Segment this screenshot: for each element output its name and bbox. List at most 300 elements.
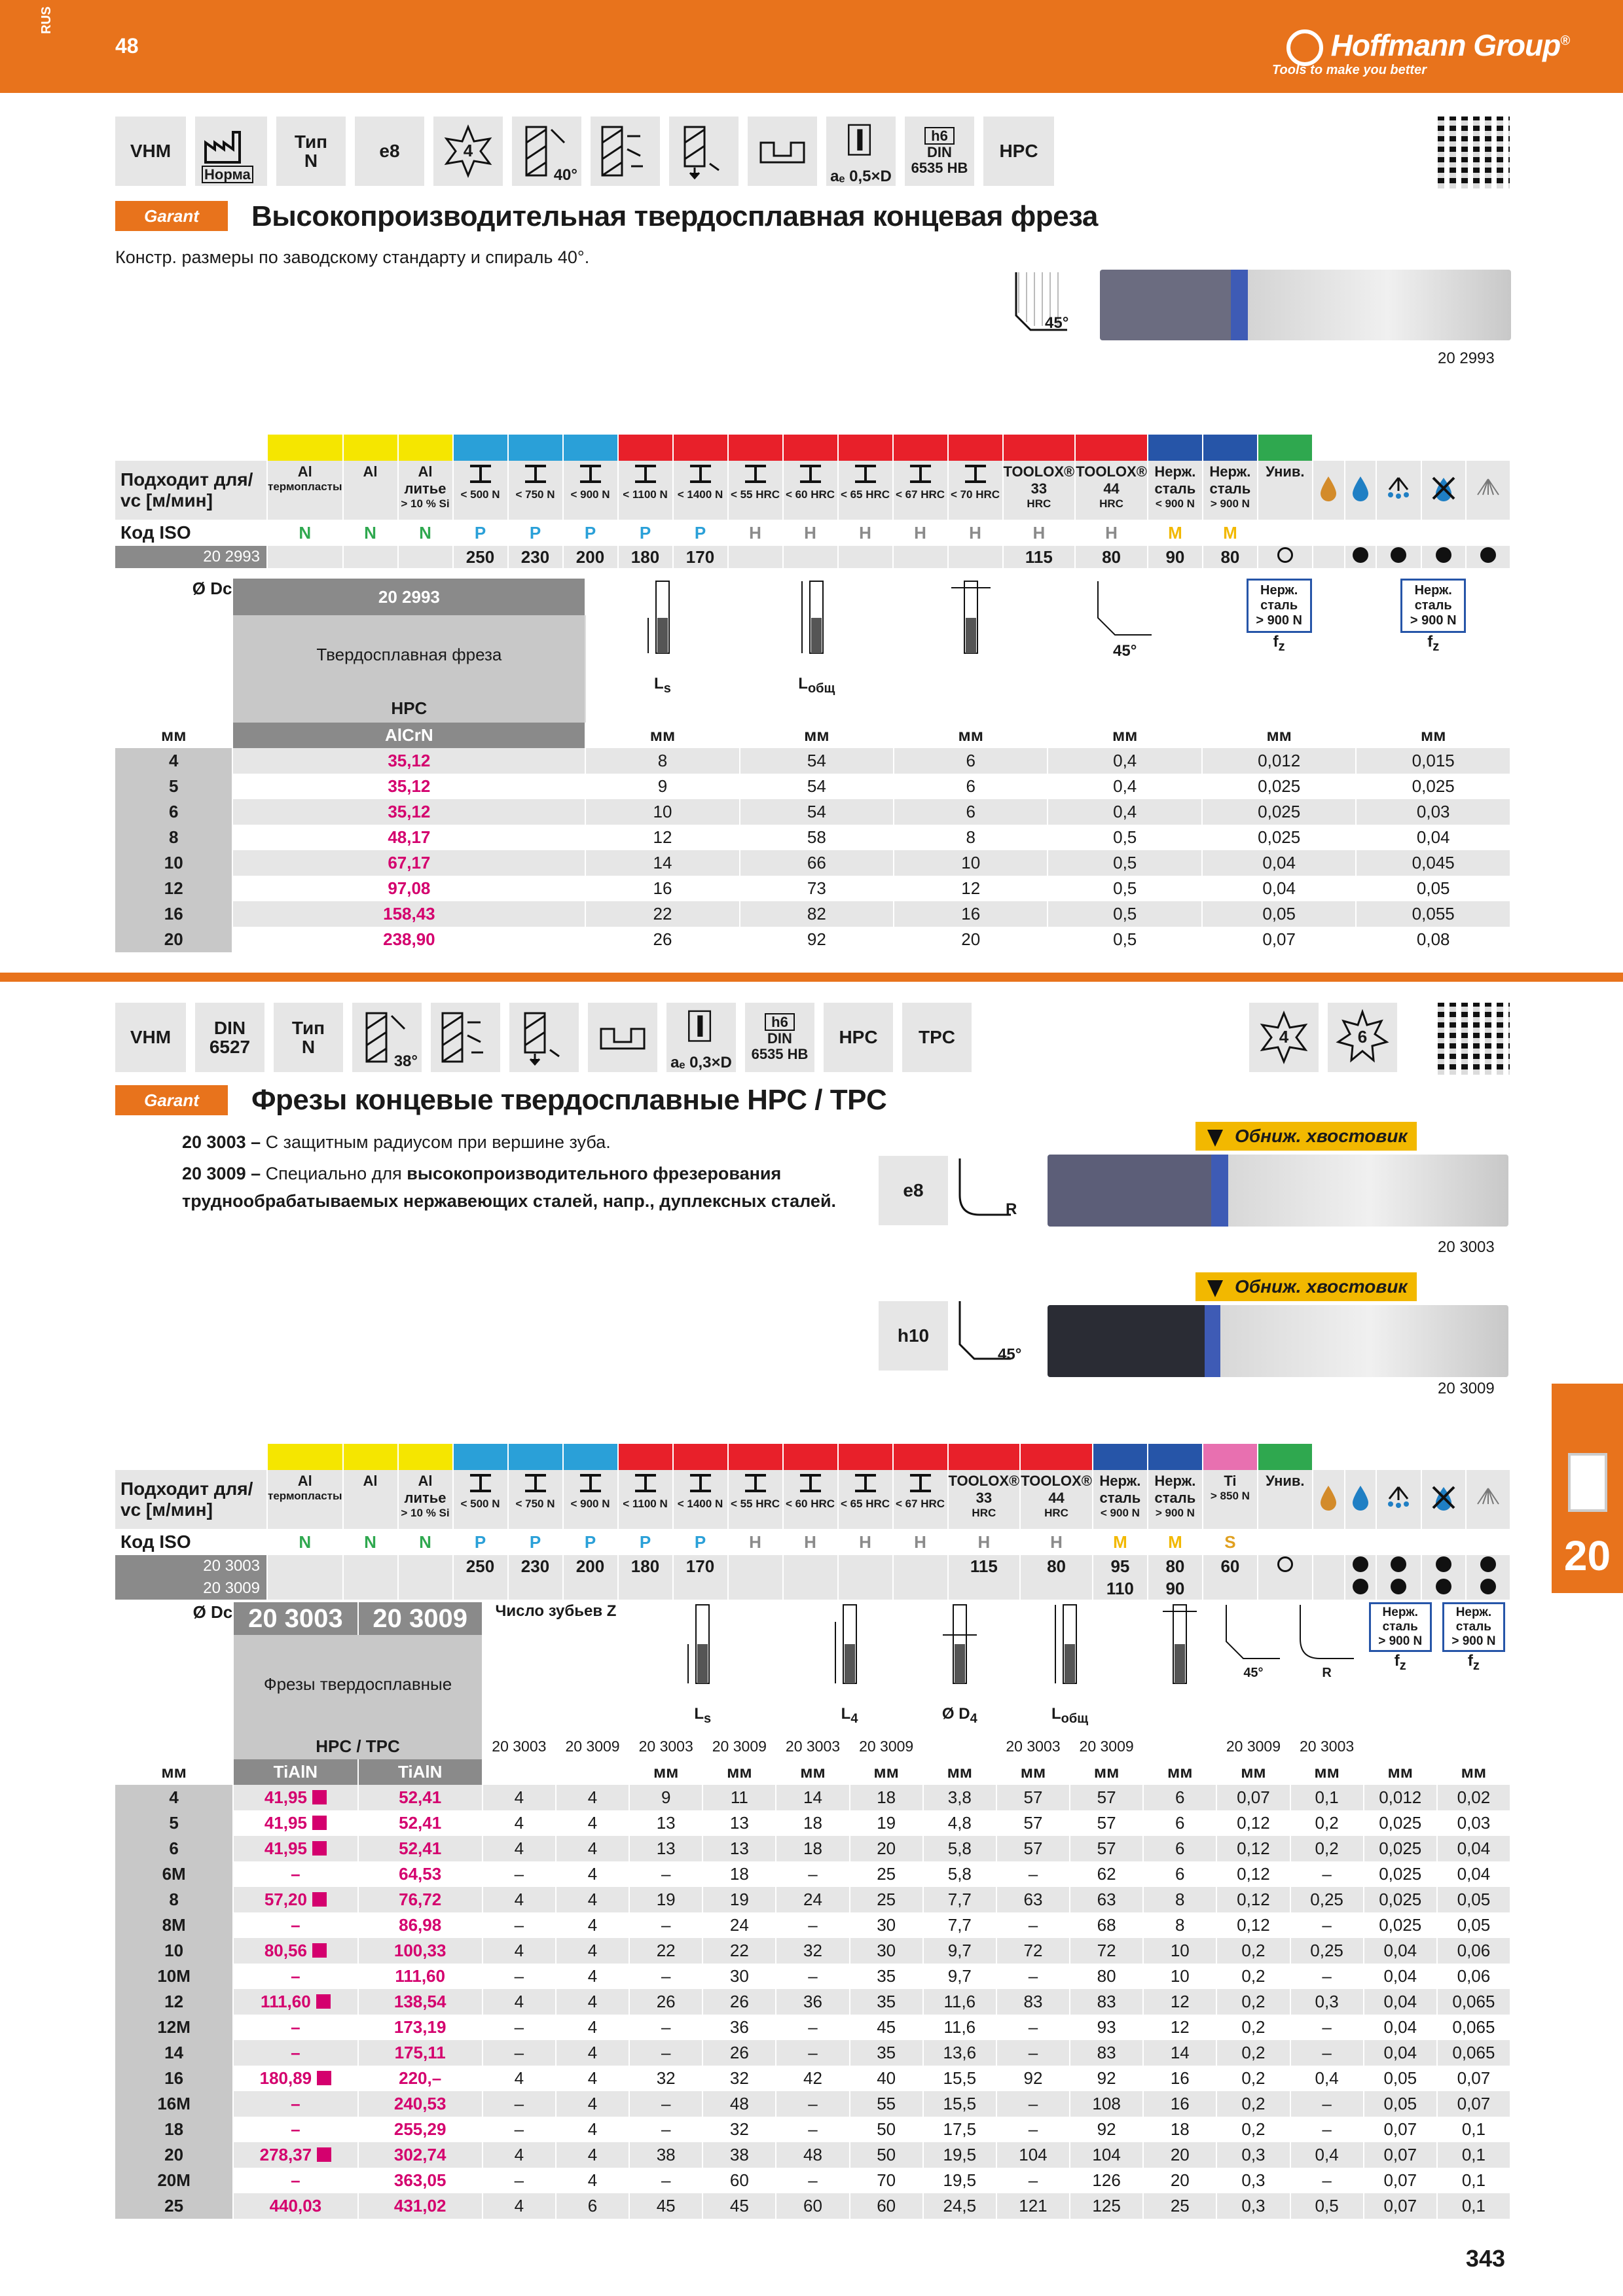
diameter-cell: 12 bbox=[115, 876, 232, 901]
unit-label: мм bbox=[629, 1759, 702, 1785]
suitable-dot-icon bbox=[1353, 547, 1368, 563]
material-column-header: < 67 HRC bbox=[893, 461, 948, 520]
table-row bbox=[115, 1912, 1510, 1938]
value-cell: 16 bbox=[894, 901, 1048, 927]
value-cell: 0,025 bbox=[1202, 825, 1357, 850]
value-cell: 0,12 bbox=[1216, 1912, 1290, 1938]
iso-code: N bbox=[398, 520, 453, 546]
cutting-speed-value bbox=[343, 1555, 398, 1577]
value-cell: 0,05 bbox=[1437, 1912, 1510, 1938]
value-cell: 4 bbox=[556, 1861, 629, 1887]
value-cell: 12 bbox=[1143, 1989, 1216, 2015]
value-cell: 82 bbox=[740, 901, 894, 927]
slot-milling-icon bbox=[594, 1009, 651, 1066]
diameter-cell: 14 bbox=[115, 2040, 233, 2066]
cutting-speed-value bbox=[838, 1577, 893, 1600]
material-color-bar bbox=[453, 1444, 508, 1470]
value-cell: – bbox=[776, 1861, 849, 1887]
diameter-cell: 6 bbox=[115, 799, 232, 825]
table-row bbox=[115, 876, 1510, 901]
shank-diameter-icon bbox=[945, 579, 997, 670]
material-column-header: < 750 N bbox=[508, 461, 563, 520]
material-color-bar bbox=[618, 1444, 673, 1470]
value-cell: 7,7 bbox=[923, 1912, 996, 1938]
badge-plunge-2 bbox=[509, 1003, 579, 1072]
unit-label: мм bbox=[115, 723, 232, 748]
value-cell: 24,5 bbox=[923, 2193, 996, 2219]
cutting-speed-value: 170 bbox=[673, 1555, 728, 1577]
cutting-speed-value: 110 bbox=[1093, 1577, 1148, 1600]
value-cell: 0,065 bbox=[1437, 2040, 1510, 2066]
cutting-speed-value bbox=[783, 1577, 838, 1600]
sec2-flute-badges bbox=[1249, 1003, 1406, 1072]
cutting-speed-value: 250 bbox=[453, 1555, 508, 1577]
suitable-dot-icon bbox=[1391, 547, 1406, 563]
value-cell: – bbox=[1290, 1861, 1364, 1887]
value-cell: 25 bbox=[1143, 2193, 1216, 2219]
iso-code: N bbox=[267, 1529, 343, 1555]
price-cell-203003: 41,95 bbox=[233, 1785, 357, 1810]
diameter-cell: 4 bbox=[115, 1785, 233, 1810]
value-cell: 0,04 bbox=[1364, 1989, 1437, 2015]
value-cell: 0,2 bbox=[1216, 1989, 1290, 2015]
value-cell: – bbox=[996, 2015, 1070, 2040]
subcode-header: 20 3003 bbox=[1290, 1733, 1364, 1759]
cutting-length-icon bbox=[643, 579, 682, 670]
iso-code: N bbox=[343, 520, 398, 546]
material-color-bar bbox=[893, 435, 948, 461]
value-cell: – bbox=[629, 1964, 702, 1989]
cutting-speed-value: 90 bbox=[1148, 1577, 1203, 1600]
price-cell-203009: 255,29 bbox=[358, 2117, 483, 2142]
cutting-speed-value: 60 bbox=[1203, 1555, 1258, 1577]
value-cell: 92 bbox=[1070, 2066, 1143, 2091]
material-color-bar bbox=[398, 1444, 453, 1470]
value-cell: 0,012 bbox=[1364, 1785, 1437, 1810]
value-cell: – bbox=[996, 1861, 1070, 1887]
value-cell: 0,1 bbox=[1290, 1785, 1364, 1810]
value-cell: 38 bbox=[629, 2142, 702, 2168]
badge-shank-h6: h6 DIN 6535 HB bbox=[905, 117, 974, 186]
value-cell: 92 bbox=[740, 927, 894, 952]
radius-label: R bbox=[1006, 1200, 1017, 1218]
value-cell: 0,025 bbox=[1364, 1887, 1437, 1912]
desc-203003: 20 3003 – С защитным радиусом при вершине зуба. bbox=[182, 1132, 611, 1152]
material-color-bar bbox=[1093, 1444, 1148, 1470]
coolant-suitability bbox=[1466, 1577, 1510, 1600]
iso-code bbox=[1258, 520, 1313, 546]
value-cell: 0,07 bbox=[1437, 2091, 1510, 2117]
unit-label: мм bbox=[1143, 1759, 1216, 1785]
cutting-speed-value bbox=[728, 1555, 783, 1577]
cutting-length-icon: $L_s$ bbox=[629, 1602, 776, 1733]
value-cell: 57 bbox=[996, 1810, 1070, 1836]
value-cell: – bbox=[1290, 2015, 1364, 2040]
value-cell: 3,8 bbox=[923, 1785, 996, 1810]
value-cell: 15,5 bbox=[923, 2091, 996, 2117]
value-cell: 68 bbox=[1070, 1912, 1143, 1938]
price-cell-203009: 431,02 bbox=[358, 2193, 483, 2219]
cutting-speed-value bbox=[948, 546, 1003, 568]
suitable-dot-icon bbox=[1353, 1556, 1368, 1572]
coolant-suitability bbox=[1345, 1555, 1377, 1577]
badge-plunge bbox=[669, 117, 739, 186]
cutting-speed-value bbox=[728, 546, 783, 568]
value-cell: 0,5 bbox=[1048, 927, 1201, 952]
value-cell: 0,08 bbox=[1356, 927, 1510, 952]
table-row bbox=[115, 2117, 1510, 2142]
cutting-speed-value bbox=[673, 1577, 728, 1600]
value-cell: 13 bbox=[702, 1836, 776, 1861]
hoffmann-logo-icon bbox=[1286, 29, 1323, 66]
slot-milling-icon bbox=[754, 123, 811, 179]
dimension-column-header bbox=[894, 579, 1048, 723]
value-cell: 9,7 bbox=[923, 1964, 996, 1989]
value-cell: 72 bbox=[1070, 1938, 1143, 1964]
table-row bbox=[115, 1810, 1510, 1836]
value-cell: 32 bbox=[629, 2066, 702, 2091]
cutting-speed-value bbox=[508, 1577, 563, 1600]
material-color-bar bbox=[343, 435, 398, 461]
plunge-icon bbox=[516, 1009, 572, 1066]
variable-pitch-icon bbox=[597, 123, 653, 179]
value-cell: 6 bbox=[894, 799, 1048, 825]
cutting-speed-value bbox=[783, 1555, 838, 1577]
steel-beam-icon bbox=[687, 1473, 714, 1494]
cutting-speed-value bbox=[398, 1555, 453, 1577]
catalog-page-number: 48 bbox=[115, 34, 139, 58]
value-cell: 0,4 bbox=[1290, 2142, 1364, 2168]
value-cell: 14 bbox=[776, 1785, 849, 1810]
chapter-tab[interactable] bbox=[1552, 1436, 1623, 1593]
value-cell: 4 bbox=[483, 1810, 556, 1836]
value-cell: 50 bbox=[850, 2142, 923, 2168]
material-column-header: Нерж. сталь > 900 N bbox=[1148, 1470, 1203, 1529]
vc-row-code: 20 3009 bbox=[115, 1577, 267, 1600]
value-cell: – bbox=[1290, 2040, 1364, 2066]
value-cell: 92 bbox=[1070, 2117, 1143, 2142]
value-cell: 4 bbox=[556, 2168, 629, 2193]
price-cell: 48,17 bbox=[232, 825, 585, 850]
badge-ae: aₑ 0,5×D bbox=[826, 117, 896, 186]
badge-shank-h6-2: h6 DIN 6535 HB bbox=[745, 1003, 814, 1072]
cutting-speed-value bbox=[728, 1577, 783, 1600]
material-color-bar bbox=[948, 435, 1003, 461]
drill-icon bbox=[1568, 1453, 1607, 1512]
subcode-header: 20 3003 bbox=[776, 1733, 849, 1759]
material-column-header: < 55 HRC bbox=[728, 461, 783, 520]
price-cell: 67,17 bbox=[232, 850, 585, 876]
value-cell: 62 bbox=[1070, 1861, 1143, 1887]
value-cell: 4 bbox=[556, 1989, 629, 2015]
cutting-speed-value bbox=[343, 1577, 398, 1600]
iso-code: N bbox=[267, 520, 343, 546]
value-cell: 48 bbox=[776, 2142, 849, 2168]
cutting-speed-value bbox=[1020, 1577, 1093, 1600]
value-cell: 32 bbox=[702, 2066, 776, 2091]
tool-type-hpc-tpc: HPC / TPC bbox=[233, 1733, 483, 1759]
steel-beam-icon bbox=[522, 1473, 549, 1494]
neck-length-icon: $L_4$ bbox=[776, 1602, 922, 1733]
table-row bbox=[115, 1938, 1510, 1964]
price-cell-203009: 173,19 bbox=[358, 2015, 483, 2040]
steel-beam-icon bbox=[962, 463, 989, 484]
value-cell: 4,8 bbox=[923, 1810, 996, 1836]
value-cell: 8 bbox=[1143, 1887, 1216, 1912]
value-cell: 45 bbox=[629, 2193, 702, 2219]
material-column-header: < 70 HRC bbox=[948, 461, 1003, 520]
steel-beam-icon bbox=[852, 1473, 879, 1494]
cutting-speed-value bbox=[398, 1577, 453, 1600]
value-cell: 0,025 bbox=[1364, 1836, 1437, 1861]
unit-label: мм bbox=[702, 1759, 776, 1785]
value-cell: 12 bbox=[894, 876, 1048, 901]
side-milling-icon bbox=[838, 122, 884, 168]
value-cell: 0,025 bbox=[1364, 1810, 1437, 1836]
material-color-bar bbox=[1258, 1444, 1313, 1470]
steel-beam-icon bbox=[852, 463, 879, 484]
table-row bbox=[115, 2193, 1510, 2219]
value-cell: 0,25 bbox=[1290, 1938, 1364, 1964]
cutting-speed-value: 250 bbox=[453, 546, 508, 568]
material-color-bar bbox=[508, 435, 563, 461]
iso-code: M bbox=[1148, 520, 1203, 546]
iso-code: H bbox=[948, 1529, 1021, 1555]
coolant-suitability bbox=[1345, 546, 1377, 568]
suitable-dot-icon bbox=[1391, 1579, 1406, 1594]
material-column-header: Ti > 850 N bbox=[1203, 1470, 1258, 1529]
table-row bbox=[115, 850, 1510, 876]
value-cell: – bbox=[996, 2040, 1070, 2066]
value-cell: 0,07 bbox=[1216, 1785, 1290, 1810]
value-cell: 11,6 bbox=[923, 2015, 996, 2040]
coating-label: AlCrN bbox=[232, 723, 585, 748]
cutting-speed-value bbox=[838, 546, 893, 568]
coolant-suitability bbox=[1466, 546, 1510, 568]
material-column-header: Унив. bbox=[1258, 461, 1313, 520]
price-cell-203003: 111,60 bbox=[233, 1989, 357, 2015]
value-cell: 14 bbox=[1143, 2040, 1216, 2066]
material-color-bar bbox=[1003, 435, 1076, 461]
value-cell: 4 bbox=[556, 1912, 629, 1938]
coolant-suitability bbox=[1345, 1577, 1377, 1600]
overall-length-icon: $L_{общ}$ bbox=[996, 1602, 1143, 1733]
coolant-suitability bbox=[1376, 546, 1421, 568]
value-cell: 12 bbox=[585, 825, 739, 850]
cutting-speed-value: 230 bbox=[508, 1555, 563, 1577]
value-cell: 0,03 bbox=[1437, 1810, 1510, 1836]
cutting-speed-value: 90 bbox=[1148, 546, 1203, 568]
value-cell: 4 bbox=[556, 1785, 629, 1810]
price-cell-203009: 64,53 bbox=[358, 1861, 483, 1887]
price-cell-203003: 80,56 bbox=[233, 1938, 357, 1964]
value-cell: – bbox=[776, 2117, 849, 2142]
value-cell: 0,055 bbox=[1356, 901, 1510, 927]
unit-label: мм bbox=[1048, 723, 1201, 748]
value-cell: 66 bbox=[740, 850, 894, 876]
unit-label: мм bbox=[585, 723, 739, 748]
value-cell: 6 bbox=[894, 748, 1048, 774]
value-cell: – bbox=[996, 1964, 1070, 1989]
iso-code: H bbox=[948, 520, 1003, 546]
value-cell: 20 bbox=[1143, 2168, 1216, 2193]
image-code-203003: 20 3003 bbox=[1438, 1238, 1495, 1256]
value-cell: 4 bbox=[483, 1836, 556, 1861]
dimension-column-header: $L_{общ}$ bbox=[740, 579, 894, 723]
new-item-marker-icon bbox=[312, 1892, 327, 1907]
material-column-header: Al литье > 10 % Si bbox=[398, 461, 453, 520]
diameter-cell: 10M bbox=[115, 1964, 233, 1989]
badge-ae-2: aₑ 0,3×D bbox=[666, 1003, 736, 1072]
value-cell: 0,2 bbox=[1216, 2015, 1290, 2040]
value-cell: 4 bbox=[556, 2066, 629, 2091]
value-cell: 16 bbox=[1143, 2091, 1216, 2117]
value-cell: – bbox=[483, 2040, 556, 2066]
material-color-bar bbox=[728, 435, 783, 461]
material-color-bar bbox=[1148, 1444, 1203, 1470]
material-column-header: < 67 HRC bbox=[893, 1470, 948, 1529]
subcode-header bbox=[923, 1733, 996, 1759]
value-cell: 25 bbox=[850, 1887, 923, 1912]
value-cell: 126 bbox=[1070, 2168, 1143, 2193]
cutting-speed-value bbox=[267, 1555, 343, 1577]
value-cell: 104 bbox=[996, 2142, 1070, 2168]
dry-no-coolant-icon bbox=[1421, 1470, 1466, 1529]
value-cell: 35 bbox=[850, 2040, 923, 2066]
badge-hpc: HPC bbox=[983, 117, 1054, 186]
value-cell: 0,5 bbox=[1048, 850, 1201, 876]
price-cell: 35,12 bbox=[232, 748, 585, 774]
value-cell: 4 bbox=[556, 1938, 629, 1964]
value-cell: 50 bbox=[850, 2117, 923, 2142]
value-cell: 0,3 bbox=[1216, 2193, 1290, 2219]
value-cell: 4 bbox=[483, 2066, 556, 2091]
iso-code: P bbox=[673, 1529, 728, 1555]
value-cell: 45 bbox=[702, 2193, 776, 2219]
cutting-speed-value: 180 bbox=[618, 546, 673, 568]
material-color-bar bbox=[783, 1444, 838, 1470]
qr-code-2[interactable] bbox=[1438, 1003, 1510, 1075]
cutting-speed-value bbox=[453, 1577, 508, 1600]
value-cell: 0,07 bbox=[1364, 2117, 1437, 2142]
table-row bbox=[115, 2015, 1510, 2040]
value-cell: 0,5 bbox=[1048, 825, 1201, 850]
material-column-header: < 750 N bbox=[508, 1470, 563, 1529]
value-cell: 4 bbox=[483, 1887, 556, 1912]
value-cell: 0,03 bbox=[1356, 799, 1510, 825]
value-cell: 13 bbox=[629, 1836, 702, 1861]
material-column-header: < 65 HRC bbox=[838, 1470, 893, 1529]
stainless-steel-box: Нерж. сталь > 900 N $f_z$ bbox=[1364, 1602, 1437, 1733]
value-cell: 0,04 bbox=[1437, 1861, 1510, 1887]
section-divider bbox=[0, 973, 1623, 982]
cutting-speed-value bbox=[893, 1577, 948, 1600]
value-cell: 10 bbox=[1143, 1964, 1216, 1989]
steel-beam-icon bbox=[742, 463, 769, 484]
price-cell-203009: 52,41 bbox=[358, 1810, 483, 1836]
vc-row-code: 20 2993 bbox=[115, 546, 267, 568]
value-cell: 0,2 bbox=[1290, 1810, 1364, 1836]
value-cell: 19 bbox=[850, 1810, 923, 1836]
value-cell: 22 bbox=[585, 901, 739, 927]
unit-label: мм bbox=[740, 723, 894, 748]
value-cell: 18 bbox=[776, 1810, 849, 1836]
value-cell: 24 bbox=[702, 1912, 776, 1938]
qr-code[interactable] bbox=[1438, 117, 1510, 188]
value-cell: 83 bbox=[1070, 1989, 1143, 2015]
value-cell: 0,4 bbox=[1048, 748, 1201, 774]
value-cell: 57 bbox=[1070, 1785, 1143, 1810]
table-row bbox=[115, 927, 1510, 952]
suitability-label: Подходит для/ vc [м/мин] bbox=[115, 1470, 267, 1529]
steel-beam-icon bbox=[577, 463, 604, 484]
material-column-header: < 900 N bbox=[563, 1470, 618, 1529]
subcode-header: 20 3003 bbox=[996, 1733, 1070, 1759]
iso-code: M bbox=[1203, 520, 1258, 546]
material-column-header: Нерж. сталь < 900 N bbox=[1148, 461, 1203, 520]
diameter-cell: 10 bbox=[115, 850, 232, 876]
iso-code: H bbox=[1003, 520, 1076, 546]
cutting-speed-value bbox=[1258, 1577, 1313, 1600]
dimension-column-header: $L_s$ bbox=[585, 579, 739, 723]
value-cell: 35 bbox=[850, 1989, 923, 2015]
iso-code: P bbox=[563, 520, 618, 546]
subcode-header bbox=[1437, 1733, 1510, 1759]
air-cooling-icon bbox=[1466, 461, 1510, 520]
value-cell: 0,2 bbox=[1216, 1938, 1290, 1964]
iso-code: P bbox=[508, 520, 563, 546]
emulsion-drop-icon bbox=[1345, 1470, 1377, 1529]
material-column-header: < 60 HRC bbox=[783, 1470, 838, 1529]
iso-code-label: Код ISO bbox=[115, 1529, 267, 1555]
value-cell: – bbox=[776, 1912, 849, 1938]
value-cell: 0,4 bbox=[1290, 2066, 1364, 2091]
tool-image-20-2993 bbox=[1100, 270, 1511, 340]
steel-beam-icon bbox=[687, 463, 714, 484]
iso-code: H bbox=[1075, 520, 1148, 546]
value-cell: – bbox=[1290, 2091, 1364, 2117]
material-color-bar bbox=[1020, 1444, 1093, 1470]
value-cell: 0,05 bbox=[1364, 2066, 1437, 2091]
iso-code: P bbox=[453, 520, 508, 546]
badge-tpc: TPC bbox=[902, 1003, 972, 1072]
value-cell: 20 bbox=[850, 1836, 923, 1861]
steel-beam-icon bbox=[467, 1473, 494, 1494]
table-row bbox=[115, 1964, 1510, 1989]
coolant-suitability bbox=[1421, 1555, 1466, 1577]
value-cell: 92 bbox=[996, 2066, 1070, 2091]
value-cell: 4 bbox=[556, 1887, 629, 1912]
unit-label: мм bbox=[1437, 1759, 1510, 1785]
value-cell: 18 bbox=[776, 1836, 849, 1861]
value-cell: – bbox=[629, 1912, 702, 1938]
coolant-suitability bbox=[1313, 546, 1345, 568]
value-cell: – bbox=[776, 2168, 849, 2193]
dimension-column-header: 45° bbox=[1048, 579, 1201, 723]
value-cell: 0,04 bbox=[1364, 2015, 1437, 2040]
new-item-marker-icon bbox=[317, 2147, 331, 2162]
value-cell: – bbox=[996, 2117, 1070, 2142]
dimension-column-header: Нерж. сталь > 900 N $f_z$ bbox=[1202, 579, 1357, 723]
suitable-dot-icon bbox=[1480, 1556, 1496, 1572]
badge-4-flutes-2: 4 bbox=[1249, 1003, 1319, 1072]
price-cell-203003: – bbox=[233, 1912, 357, 1938]
price-cell-203003: – bbox=[233, 2091, 357, 2117]
value-cell: 63 bbox=[996, 1887, 1070, 1912]
cutting-speed-value: 115 bbox=[1003, 546, 1076, 568]
value-cell: – bbox=[629, 2015, 702, 2040]
diameter-cell: 10 bbox=[115, 1938, 233, 1964]
